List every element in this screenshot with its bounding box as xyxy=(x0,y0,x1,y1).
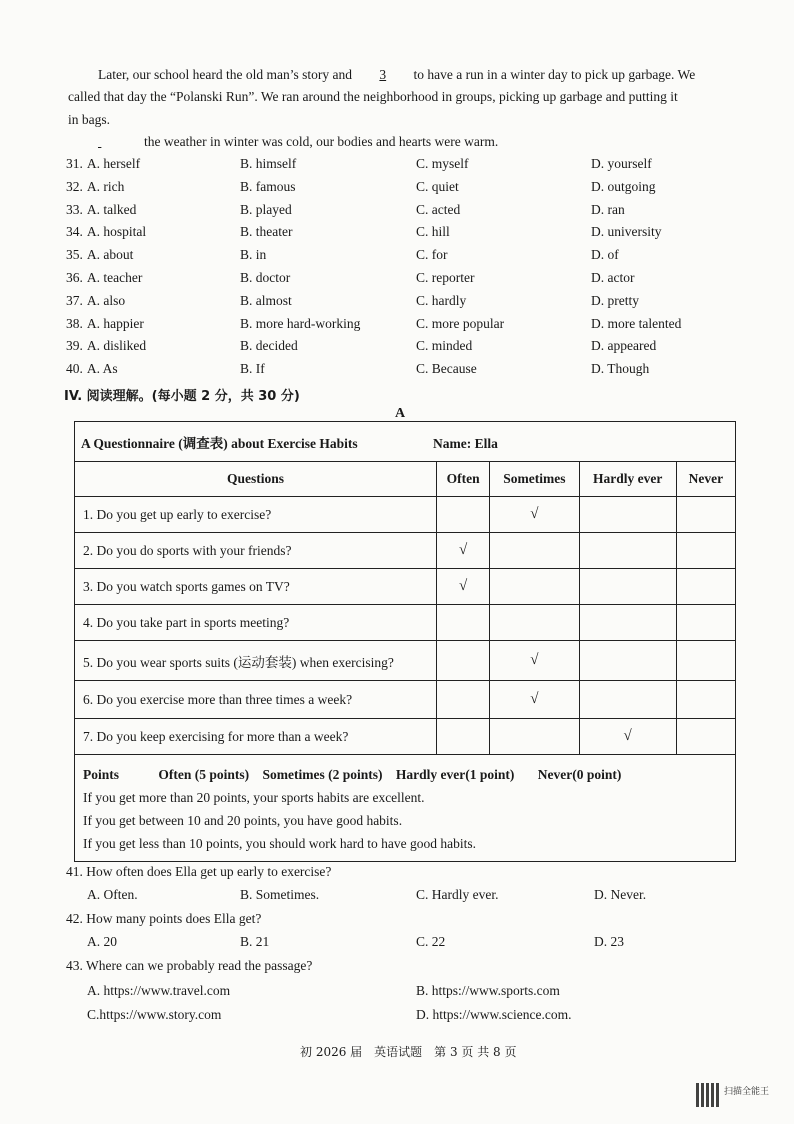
section-heading: IV. 阅读理解。(每小题 2 分，共 30 分) xyxy=(64,389,300,404)
option-d: D. of xyxy=(591,247,619,263)
question-cell: 6. Do you exercise more than three times a week? xyxy=(75,681,437,719)
question-number: 39. xyxy=(66,338,83,354)
answer-cell-often xyxy=(437,681,490,719)
questionnaire-title-row xyxy=(75,422,736,462)
rule-2: If you get between 10 and 20 points, you have good habits. xyxy=(83,813,403,828)
question-number: 35. xyxy=(66,247,83,263)
points-cell xyxy=(75,755,736,862)
option-d: D. https://www.science.com. xyxy=(416,1007,572,1022)
answer-cell-never xyxy=(676,681,735,719)
question-stem: 42. How many points does Ella get? xyxy=(66,911,262,926)
option-a: A. 20 xyxy=(87,934,117,949)
answer-cell-never xyxy=(676,533,735,569)
answer-cell-sometimes: √ xyxy=(490,497,579,533)
option-d: D. Though xyxy=(591,361,650,377)
option-d: D. outgoing xyxy=(591,178,656,194)
option-a: A. As xyxy=(86,361,118,377)
answer-cell-never xyxy=(676,641,735,681)
points-never: Never(0 point) xyxy=(537,767,622,782)
option-a: A. https://www.travel.com xyxy=(87,983,231,998)
option-b: B. famous xyxy=(240,178,296,194)
option-d: D. pretty xyxy=(591,292,639,308)
table-row xyxy=(75,569,736,605)
option-a: A. hospital xyxy=(86,224,147,240)
option-d: D. more talented xyxy=(591,315,682,331)
rule-3: If you get less than 10 points, you should work hard to have good habits. xyxy=(83,836,476,851)
part-label: A xyxy=(395,406,406,421)
table-row xyxy=(75,641,736,681)
question-number: 32. xyxy=(66,178,83,194)
answer-cell-hardly xyxy=(579,497,676,533)
table-row xyxy=(75,719,736,755)
question-stem: 43. Where can we probably read the passage? xyxy=(66,958,313,973)
option-d: D. university xyxy=(591,224,662,240)
questionnaire-rows xyxy=(75,497,736,755)
cloze-item xyxy=(66,224,146,240)
answer-cell-often xyxy=(437,641,490,681)
question-number: 37. xyxy=(66,292,83,308)
option-c: C. for xyxy=(416,247,448,263)
answer-cell-never xyxy=(676,719,735,755)
question-number: 34. xyxy=(66,224,83,240)
cloze-blank: 3 xyxy=(379,67,387,82)
option-c: C.https://www.story.com xyxy=(87,1007,222,1022)
option-b: B. Sometimes. xyxy=(240,887,320,902)
header-often: Often xyxy=(437,462,490,497)
passage-line-3: in bags. xyxy=(68,112,110,127)
answer-cell-hardly xyxy=(579,605,676,641)
option-b: B. theater xyxy=(240,224,293,240)
answer-cell-never xyxy=(676,605,735,641)
answer-cell-hardly: √ xyxy=(579,719,676,755)
passage-line-4 xyxy=(98,134,498,150)
table-row xyxy=(75,605,736,641)
option-a: A. also xyxy=(86,292,126,308)
table-row xyxy=(75,681,736,719)
cloze-item xyxy=(66,156,140,172)
cloze-item xyxy=(66,338,146,354)
option-c: C. quiet xyxy=(416,178,459,194)
points-legend xyxy=(83,763,729,786)
answer-cell-often xyxy=(437,719,490,755)
answer-cell-hardly xyxy=(579,569,676,605)
option-c: C. Because xyxy=(416,361,477,377)
option-c: C. hardly xyxy=(416,292,467,308)
points-hardly-ever: Hardly ever(1 point) xyxy=(395,767,515,782)
answer-cell-sometimes xyxy=(490,569,579,605)
header-sometimes: Sometimes xyxy=(490,462,579,497)
answer-cell-never xyxy=(676,569,735,605)
option-c: C. 22 xyxy=(416,934,446,949)
answer-cell-sometimes: √ xyxy=(490,681,579,719)
question-cell: 4. Do you take part in sports meeting? xyxy=(75,605,437,641)
option-b: B. doctor xyxy=(240,270,291,285)
answer-cell-sometimes xyxy=(490,605,579,641)
option-d: D. yourself xyxy=(591,156,652,171)
answer-cell-never xyxy=(676,497,735,533)
option-d: D. Never. xyxy=(594,887,647,902)
points-sometimes: Sometimes (2 points) xyxy=(262,767,383,782)
passage-text: the weather in winter was cold, our bodies and hearts were warm. xyxy=(144,134,499,149)
option-d: D. appeared xyxy=(591,338,657,354)
option-a: A. herself xyxy=(86,156,141,171)
answer-cell-sometimes xyxy=(490,533,579,569)
option-c: C. Hardly ever. xyxy=(416,887,499,902)
answer-cell-often xyxy=(437,605,490,641)
answer-cell-often: √ xyxy=(437,569,490,605)
questionnaire-title: A Questionnaire (调查表) about Exercise Habits xyxy=(81,435,358,451)
cloze-item xyxy=(66,270,142,286)
header-hardly-ever: Hardly ever xyxy=(579,462,676,497)
question-number: 33. xyxy=(66,201,83,217)
points-often: Often (5 points) xyxy=(158,767,250,782)
question-number: 31. xyxy=(66,156,83,171)
header-never: Never xyxy=(676,462,735,497)
option-b: B. himself xyxy=(240,156,297,171)
option-a: A. happier xyxy=(86,315,144,331)
passage-line-2: called that day the “Polanski Run”. We ran around the neighborhood in groups, picking up garbage and putting it xyxy=(68,89,678,104)
question-cell: 1. Do you get up early to exercise? xyxy=(75,497,437,533)
option-a: A. Often. xyxy=(87,887,138,902)
answer-cell-sometimes xyxy=(490,719,579,755)
option-b: B. decided xyxy=(240,338,298,354)
answer-cell-hardly xyxy=(579,533,676,569)
cloze-blank xyxy=(98,134,138,150)
cloze-item xyxy=(66,361,118,377)
rule-1: If you get more than 20 points, your sports habits are excellent. xyxy=(83,790,425,805)
question-cell: 5. Do you wear sports suits (运动套装) when exercising? xyxy=(75,641,437,681)
option-c: C. myself xyxy=(416,156,469,171)
points-label: Points xyxy=(83,767,120,782)
cloze-item xyxy=(66,293,125,309)
option-d: D. 23 xyxy=(594,934,624,949)
option-d: D. actor xyxy=(591,270,635,285)
option-a: A. talked xyxy=(86,201,137,217)
answer-cell-hardly xyxy=(579,641,676,681)
cloze-item xyxy=(66,202,136,218)
passage-text: to have a run in a winter day to pick up garbage. We xyxy=(413,67,696,82)
option-b: B. 21 xyxy=(240,934,270,949)
option-a: A. about xyxy=(86,247,134,263)
cloze-item xyxy=(66,179,124,195)
option-c: C. minded xyxy=(416,338,473,354)
option-b: B. more hard-working xyxy=(240,315,361,331)
option-a: A. teacher xyxy=(86,270,143,285)
option-c: C. reporter xyxy=(416,270,475,285)
question-cell: 7. Do you keep exercising for more than a week? xyxy=(75,719,437,755)
option-b: B. played xyxy=(240,201,292,217)
passage-text: Later, our school heard the old man’s story and xyxy=(98,67,353,82)
cloze-item xyxy=(66,247,133,263)
scanner-stamp: 扫描全能王 xyxy=(724,1087,770,1097)
header-questions: Questions xyxy=(75,462,437,497)
question-number: 36. xyxy=(66,270,83,285)
page-footer: 初 2026 届 英语试题 第 3 页 共 8 页 xyxy=(300,1045,517,1059)
option-c: C. hill xyxy=(416,224,450,240)
option-c: C. more popular xyxy=(416,315,505,331)
answer-cell-sometimes: √ xyxy=(490,641,579,681)
question-number: 40. xyxy=(66,361,83,377)
answer-cell-hardly xyxy=(579,681,676,719)
question-cell: 2. Do you do sports with your friends? xyxy=(75,533,437,569)
cloze-item xyxy=(66,316,144,332)
question-cell: 3. Do you watch sports games on TV? xyxy=(75,569,437,605)
table-row xyxy=(75,533,736,569)
option-b: B. If xyxy=(240,361,265,377)
question-number: 38. xyxy=(66,315,83,331)
answer-cell-often: √ xyxy=(437,533,490,569)
option-b: B. https://www.sports.com xyxy=(416,983,560,998)
qr-code-icon xyxy=(696,1083,720,1107)
option-a: A. rich xyxy=(86,178,125,194)
answer-cell-often xyxy=(437,497,490,533)
passage-line-1 xyxy=(98,67,695,83)
questionnaire-table xyxy=(74,421,736,862)
option-b: B. almost xyxy=(240,292,292,308)
option-a: A. disliked xyxy=(86,338,147,354)
option-b: B. in xyxy=(240,247,267,263)
question-stem: 41. How often does Ella get up early to exercise? xyxy=(66,864,332,879)
option-d: D. ran xyxy=(591,201,625,217)
table-row xyxy=(75,497,736,533)
option-c: C. acted xyxy=(416,201,461,217)
questionnaire-name: Name: Ella xyxy=(433,435,498,451)
